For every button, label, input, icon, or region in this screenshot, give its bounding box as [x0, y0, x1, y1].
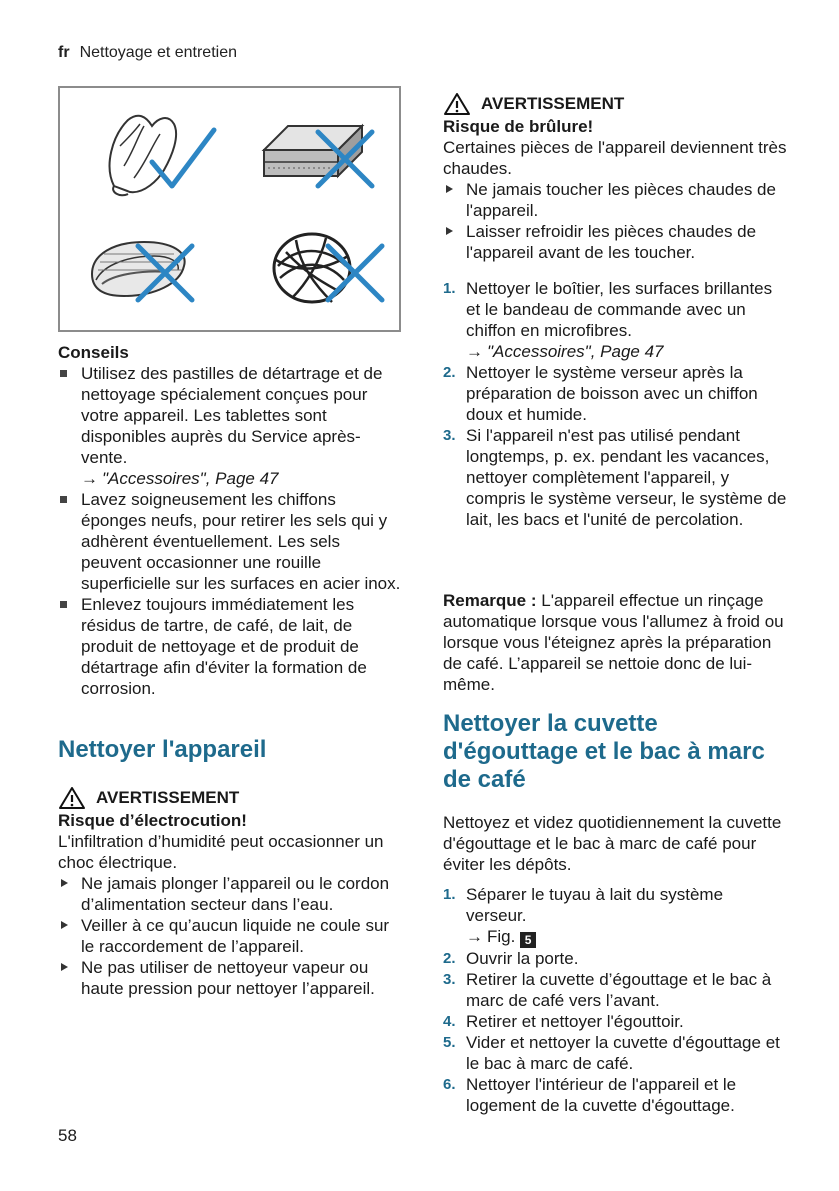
list-item: Ne pas utiliser de nettoyeur vapeur ou haute pression pour nettoyer l’appareil.	[58, 957, 403, 999]
warning-triangle-icon	[443, 92, 471, 116]
warning-risk: Risque de brûlure!	[443, 117, 594, 136]
cross-icon	[312, 126, 378, 192]
list-item: Laisser refroidir les pièces chaudes de l'appareil avant de les toucher.	[443, 221, 788, 263]
section-title: Nettoyage et entretien	[79, 44, 237, 61]
warning-text: Certaines pièces de l'appareil deviennent très chaudes.	[443, 138, 787, 178]
warning-label: AVERTISSEMENT	[96, 788, 240, 807]
list-item: Veiller à ce qu’aucun liquide ne coule sur le raccordement de l’appareil.	[58, 915, 403, 957]
warning-list	[443, 179, 788, 263]
warning-header	[443, 92, 788, 116]
cleaning-materials-figure	[58, 86, 401, 332]
cross-icon	[132, 240, 198, 306]
section-intro: Nettoyez et videz quotidiennement la cuvette d'égouttage et le bac à marc de café pour éviter les dépôts.	[443, 813, 782, 874]
step-number: 1.	[443, 886, 456, 903]
page-number: 58	[58, 1126, 77, 1145]
remarque-block	[443, 590, 788, 695]
list-item: Enlevez toujours immédiatement les résidus de tartre, de café, de lait, de produit de nettoyage et de produit de détartrage afin d'éviter la formation de corrosion.	[58, 594, 403, 699]
steps-list	[443, 884, 788, 1116]
section-nettoyer-appareil	[58, 736, 403, 999]
arrow-right-icon: →	[466, 927, 483, 946]
cleaning-steps	[443, 278, 788, 530]
list-item: 2. Ouvrir la porte.	[443, 949, 579, 968]
list-item: 1. Nettoyer le boîtier, les surfaces brillantes et le bandeau de commande avec un chiffon en microfibres. → "Accessoires", Page 47	[443, 279, 773, 361]
list-item: Utilisez des pastilles de détartrage et de nettoyage spécialement conçues pour votre appareil. Les tablettes sont disponibles auprès du Service après-vente. → "Accessoires", Page 47	[58, 363, 403, 489]
section-cuvette	[443, 710, 788, 1116]
remarque-label: Remarque :	[443, 591, 537, 610]
conseils-block	[58, 342, 403, 699]
step-number: 6.	[443, 1076, 456, 1093]
list-item: 5. Vider et nettoyer la cuvette d'égouttage et le bac à marc de café.	[443, 1033, 780, 1073]
warning-triangle-icon	[58, 786, 86, 810]
warning-text: L'infiltration d’humidité peut occasionner un choc électrique.	[58, 832, 384, 872]
step-number: 2.	[443, 950, 456, 967]
warning-list	[58, 873, 403, 999]
arrow-right-icon: →	[466, 342, 483, 361]
language-code: fr	[58, 44, 70, 61]
step-number: 3.	[443, 427, 456, 444]
conseils-list	[58, 363, 403, 699]
list-item: 2. Nettoyer le système verseur après la préparation de boisson avec un chiffon doux et humide.	[443, 363, 758, 424]
figure-reference-link[interactable]: → Fig. 5	[466, 927, 536, 946]
step-number: 3.	[443, 971, 456, 988]
list-item: Lavez soigneusement les chiffons éponges neufs, pour retirer les sels qui y adhèrent éventuellement. Les sels peuvent occasionner une rouille superficielle sur les surfaces en acier inox.	[58, 489, 403, 594]
list-item: 1. Séparer le tuyau à lait du système verseur. → Fig. 5	[443, 885, 724, 947]
warning-label: AVERTISSEMENT	[481, 94, 625, 113]
remarque-text: L'appareil effectue un rinçage automatique lorsque vous l'allumez à froid ou lorsque vous l'éteignez après la préparation de café. L’appareil se nettoie donc de lui-même.	[443, 591, 784, 694]
section-heading: Nettoyer l'appareil	[58, 736, 267, 763]
warning-risk: Risque d’électrocution!	[58, 811, 247, 830]
conseils-title: Conseils	[58, 343, 129, 362]
step-number: 1.	[443, 280, 456, 297]
step-number: 4.	[443, 1013, 456, 1030]
section-heading: Nettoyer la cuvette d'égouttage et le bac à marc de café	[443, 710, 765, 793]
list-item: 4. Retirer et nettoyer l'égouttoir.	[443, 1012, 684, 1031]
steps-list	[443, 278, 788, 530]
page-header	[58, 44, 237, 62]
figure-number-badge: 5	[520, 932, 536, 948]
step-number: 2.	[443, 364, 456, 381]
list-item: Ne jamais toucher les pièces chaudes de l'appareil.	[443, 179, 788, 221]
arrow-right-icon: →	[81, 469, 98, 488]
cross-icon	[322, 240, 388, 306]
list-item: 6. Nettoyer l'intérieur de l'appareil et le logement de la cuvette d'égouttage.	[443, 1075, 737, 1115]
cross-reference-link[interactable]: → "Accessoires", Page 47	[81, 469, 279, 488]
check-mark-icon	[148, 126, 218, 196]
list-item: 3. Retirer la cuvette d’égouttage et le bac à marc de café vers l’avant.	[443, 970, 772, 1010]
cross-reference-link[interactable]: → "Accessoires", Page 47	[466, 342, 664, 361]
warning-header	[58, 786, 403, 810]
step-number: 5.	[443, 1034, 456, 1051]
burn-warning-block	[443, 92, 788, 263]
list-item: 3. Si l'appareil n'est pas utilisé pendant longtemps, p. ex. pendant les vacances, nettoyer complètement l'appareil, y compris le système verseur, le système de lait, les bacs et l'unité de percolation.	[443, 426, 787, 529]
list-item: Ne jamais plonger l’appareil ou le cordon d’alimentation secteur dans l’eau.	[58, 873, 403, 915]
